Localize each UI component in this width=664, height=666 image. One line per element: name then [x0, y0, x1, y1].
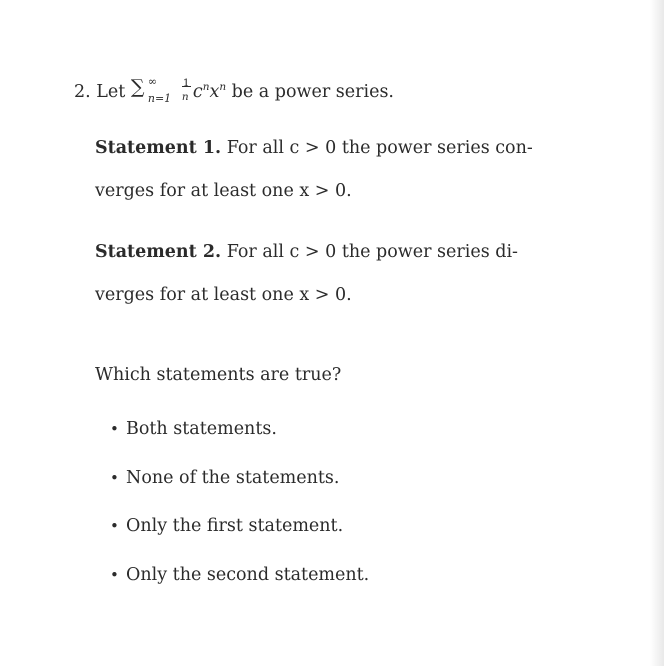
bullet-icon: •: [110, 469, 119, 487]
option-both: Both statements.: [126, 419, 277, 439]
prompt-text: Which statements are true?: [95, 365, 342, 385]
statement-2-text-1: For all c > 0 the power series di-: [226, 242, 518, 262]
statement-1-text-1: For all c > 0 the power series con-: [226, 138, 533, 158]
bullet-icon: •: [110, 566, 119, 584]
question-line: [74, 76, 394, 103]
statement-2-label: Statement 2.: [95, 242, 222, 262]
term-c: $c^nx^n$: [192, 81, 227, 102]
fraction-denominator: n: [181, 91, 189, 103]
statement-2-line-2: verges for at least one x > 0.: [95, 285, 352, 305]
question-number: 2.: [74, 81, 91, 102]
sum-symbol: ∑: [130, 76, 145, 98]
statement-1-label: Statement 1.: [95, 138, 222, 158]
question-suffix: be a power series.: [231, 81, 394, 102]
sum-upper-limit: ∞: [147, 75, 158, 88]
fraction-numerator: 1: [182, 77, 190, 89]
sum-lower-limit: n=1: [147, 92, 172, 105]
question-prefix: Let: [96, 81, 126, 102]
option-none: None of the statements.: [126, 468, 340, 488]
option-second: Only the second statement.: [126, 565, 370, 585]
fraction-one-over-n: [181, 76, 193, 103]
statement-1-line-1: [95, 137, 533, 159]
summation: [130, 75, 181, 105]
statement-2-line-1: [95, 241, 518, 263]
option-first: Only the first statement.: [126, 516, 344, 536]
bullet-icon: •: [110, 420, 119, 438]
page-edge-shadow: [650, 0, 664, 666]
bullet-icon: •: [110, 517, 119, 535]
statement-1-line-2: verges for at least one x > 0.: [95, 181, 352, 201]
